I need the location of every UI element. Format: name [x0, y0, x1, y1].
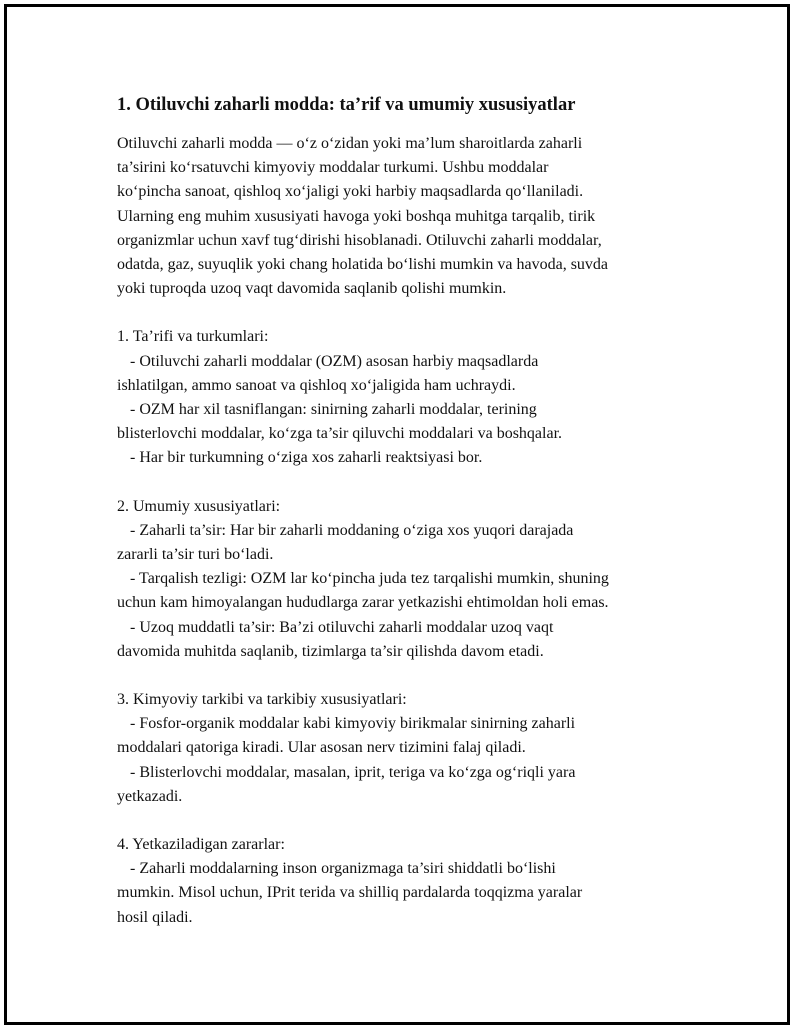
list-item: [117, 712, 697, 760]
list-item: [117, 616, 697, 664]
list-item-line: - Zaharli ta’sir: Har bir zaharli moddaning o‘ziga xos yuqori darajada: [130, 521, 574, 539]
section-heading: 4. Yetkaziladigan zararlar:: [117, 836, 285, 854]
intro-line: yoki tuproqda uzoq vaqt davomida saqlanib qolishi mumkin.: [117, 280, 507, 298]
list-item-line: - Uzoq muddatli ta’sir: Ba’zi otiluvchi zaharli moddalar uzoq vaqt: [130, 618, 554, 636]
list-item-line: blisterlovchi moddalar, ko‘zga ta’sir qiluvchi moddalari va boshqalar.: [117, 425, 563, 443]
list-item: [117, 350, 697, 398]
list-item: [117, 761, 697, 809]
section-heading: 2. Umumiy xususiyatlari:: [117, 497, 281, 515]
section-damages: [117, 833, 697, 930]
list-item: [117, 519, 697, 567]
intro-line: ko‘pincha sanoat, qishloq xo‘jaligi yoki harbiy maqsadlarda qo‘llaniladi.: [117, 183, 584, 201]
list-item-line: uchun kam himoyalangan hududlarga zarar yetkazishi ehtimoldan holi emas.: [117, 594, 609, 612]
list-item-line: - Tarqalish tezligi: OZM lar ko‘pincha juda tez tarqalishi mumkin, shuning: [130, 570, 609, 588]
list-item-line: mumkin. Misol uchun, IPrit terida va shilliq pardalarda toqqizma yaralar: [117, 884, 583, 902]
intro-paragraph: [117, 132, 697, 301]
list-item-line: - Har bir turkumning o‘ziga xos zaharli reaktsiyasi bor.: [130, 449, 483, 467]
list-item-line: moddalari qatoriga kiradi. Ular asosan nerv tizimini falaj qiladi.: [117, 739, 526, 757]
list-item-line: - Otiluvchi zaharli moddalar (OZM) asosan harbiy maqsadlarda: [130, 352, 539, 370]
list-item-line: hosil qiladi.: [117, 908, 193, 926]
list-item: [117, 398, 697, 446]
intro-line: odatda, gaz, suyuqlik yoki chang holatida bo‘lishi mumkin va havoda, suvda: [117, 256, 609, 274]
intro-line: Otiluvchi zaharli modda — o‘z o‘zidan yoki ma’lum sharoitlarda zaharli: [117, 135, 583, 152]
section-definition: [117, 325, 697, 470]
intro-line: organizmlar uchun xavf tug‘dirishi hisoblanadi. Otiluvchi zaharli moddalar,: [117, 231, 602, 249]
list-item: [117, 446, 697, 470]
list-item-line: - Blisterlovchi moddalar, masalan, iprit, teriga va ko‘zga og‘riqli yara: [130, 763, 576, 781]
section-chemical-composition: [117, 688, 697, 809]
document-body: [117, 92, 697, 930]
intro-line: ta’sirini ko‘rsatuvchi kimyoviy moddalar turkumi. Ushbu moddalar: [117, 159, 549, 177]
list-item-line: zararli ta’sir turi bo‘ladi.: [117, 546, 274, 564]
section-heading: 3. Kimyoviy tarkibi va tarkibiy xususiyatlari:: [117, 691, 407, 709]
list-item: [117, 857, 697, 930]
list-item-line: - Zaharli moddalarning inson organizmaga ta’siri shiddatli bo‘lishi: [130, 860, 556, 878]
section-general-properties: [117, 495, 697, 664]
list-item-line: ishlatilgan, ammo sanoat va qishloq xo‘jaligida ham uchraydi.: [117, 376, 516, 394]
section-heading: 1. Ta’rifi va turkumlari:: [117, 328, 269, 346]
document-title: 1. Otiluvchi zaharli modda: ta’rif va umumiy xususiyatlar: [117, 95, 576, 115]
list-item: [117, 567, 697, 615]
list-item-line: - Fosfor-organik moddalar kabi kimyoviy birikmalar sinirning zaharli: [130, 715, 576, 733]
list-item-line: - OZM har xil tasniflangan: sinirning zaharli moddalar, terining: [130, 401, 537, 419]
list-item-line: davomida muhitda saqlanib, tizimlarga ta’sir qilishda davom etadi.: [117, 642, 544, 660]
intro-line: Ularning eng muhim xususiyati havoga yoki boshqa muhitga tarqalib, tirik: [117, 207, 596, 225]
list-item-line: yetkazadi.: [117, 787, 183, 805]
